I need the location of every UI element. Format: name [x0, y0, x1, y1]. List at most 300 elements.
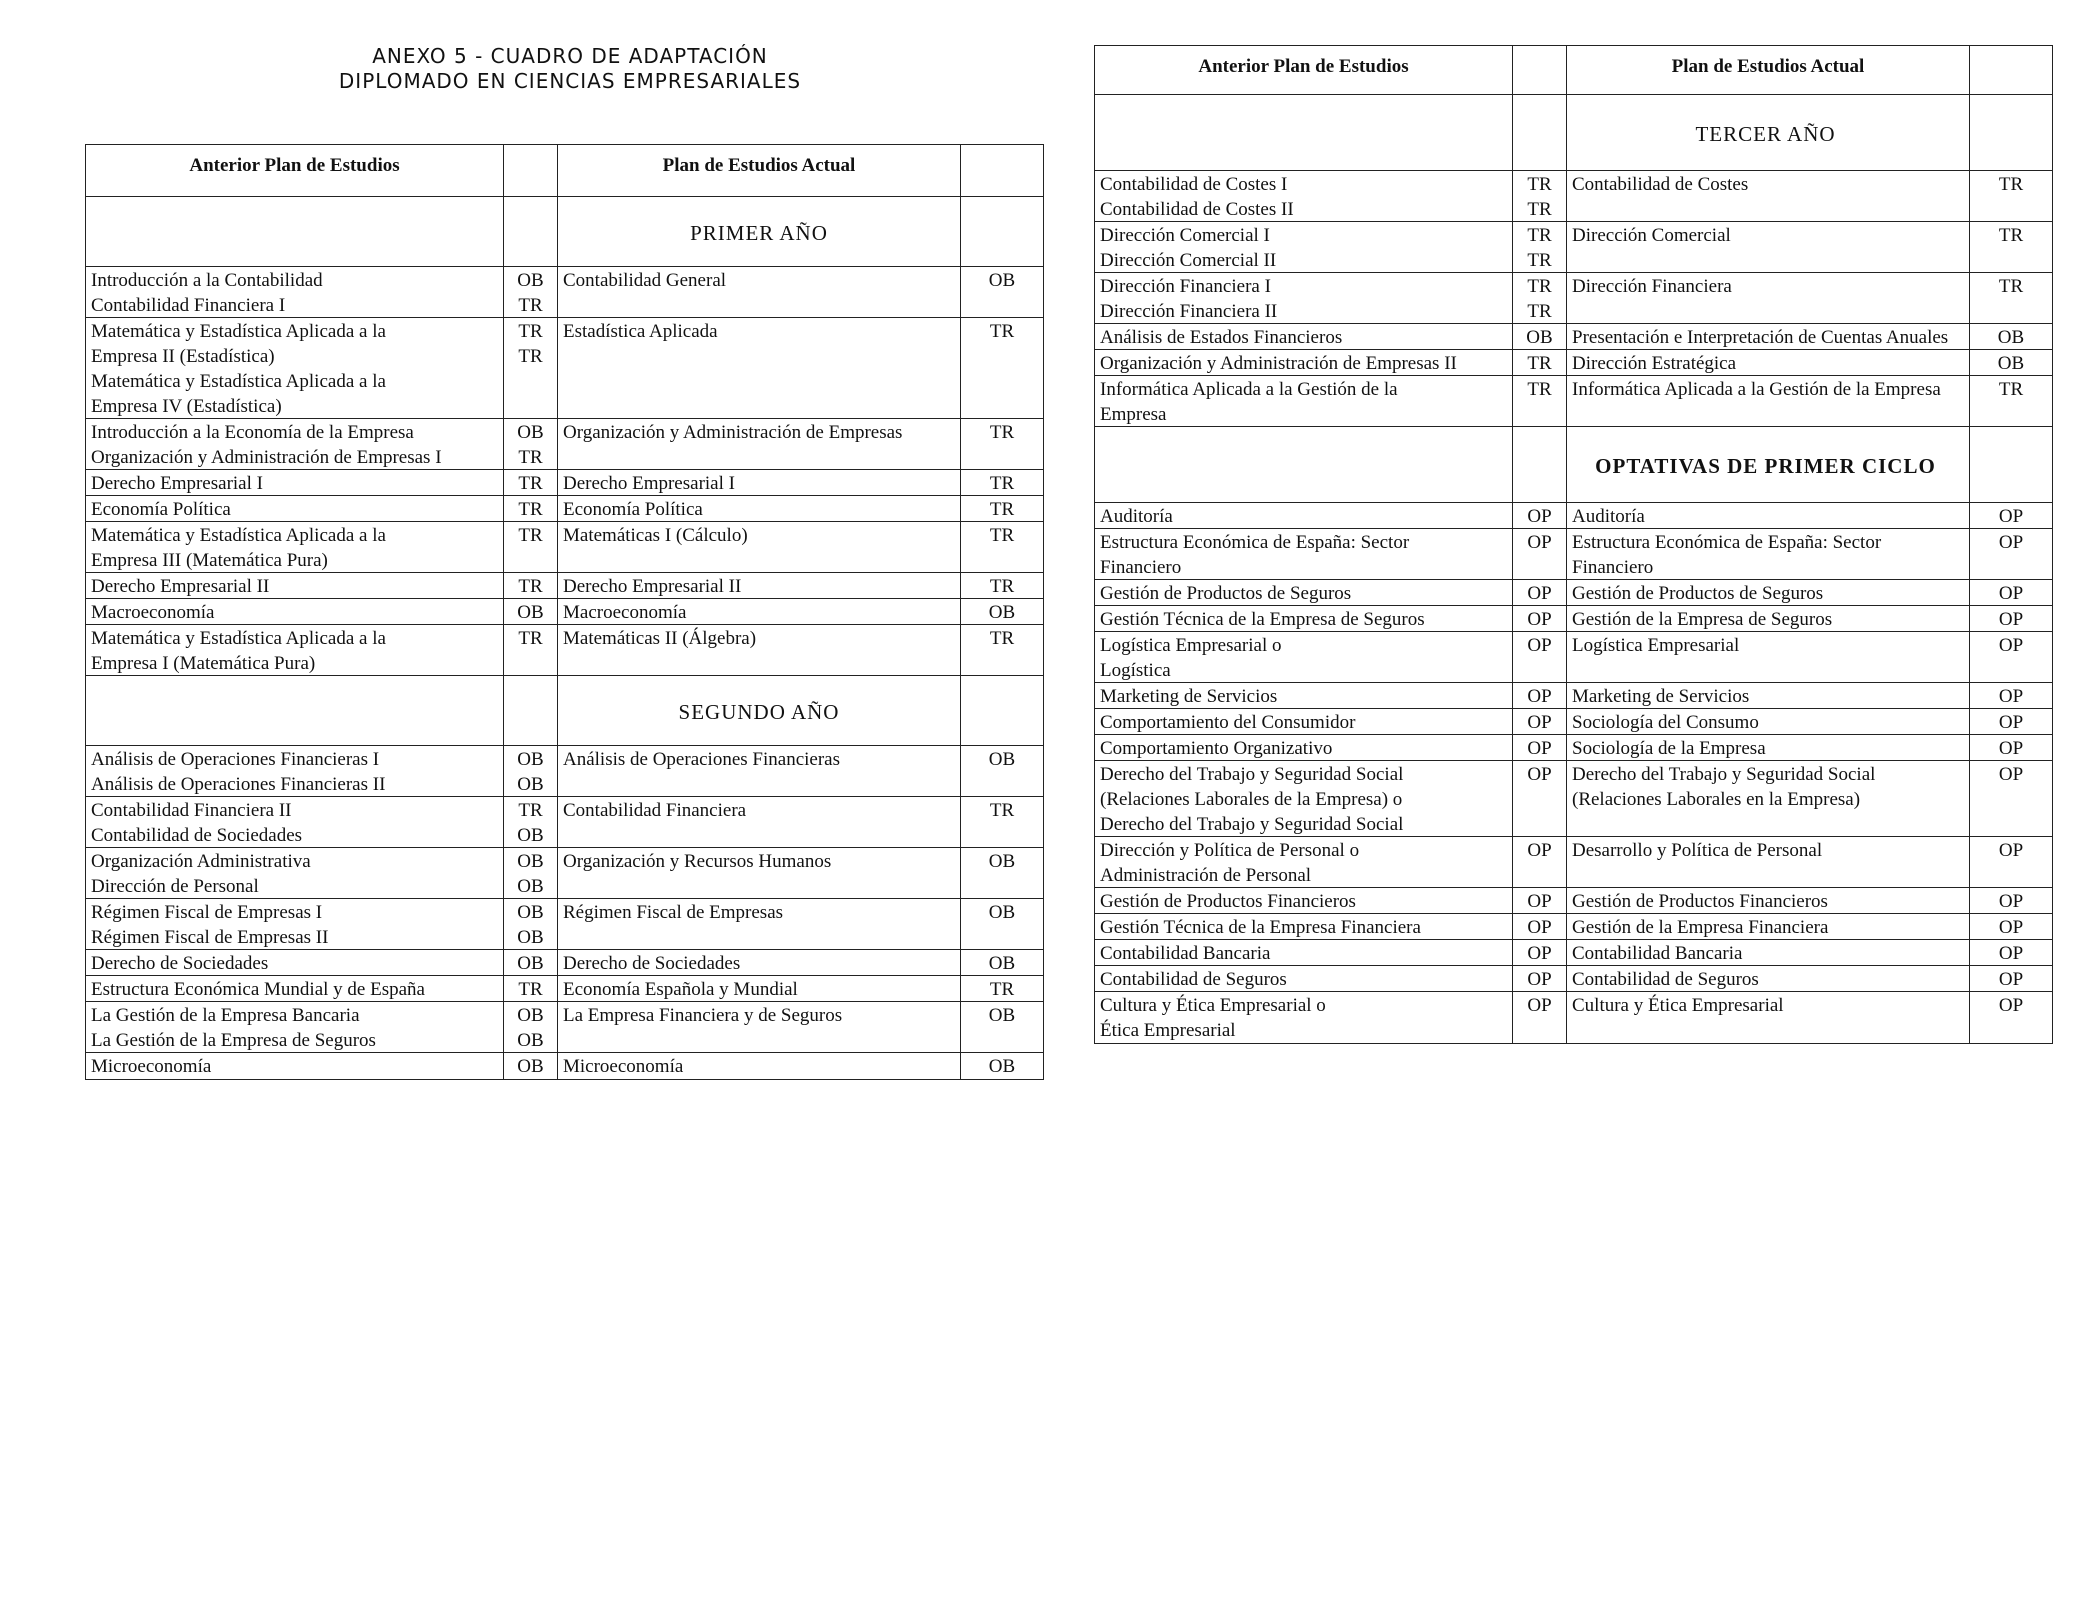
old-code-cell — [1513, 580, 1567, 605]
column-header-blank — [961, 145, 1043, 196]
cell-line: TR — [1527, 301, 1552, 322]
cell-line: Dirección Comercial II — [1100, 250, 1277, 271]
new-code-cell: OB — [988, 953, 1016, 974]
cell-line: Economía Política — [563, 499, 703, 520]
cell-line: OB — [517, 422, 544, 443]
new-subject-cell — [1567, 324, 1970, 349]
cell-line: Introducción a la Contabilidad — [91, 270, 323, 291]
cell-line: Contabilidad Financiera — [563, 800, 747, 821]
new-code-cell: TR — [989, 321, 1015, 342]
old-subject-cell — [86, 267, 504, 317]
new-code-cell: OP — [1998, 686, 2024, 707]
cell-line: Matemática y Estadística Aplicada a la — [91, 628, 386, 649]
table-row — [1095, 529, 2052, 580]
old-subject-cell — [1095, 606, 1513, 631]
table-row — [86, 470, 1043, 496]
table-row — [86, 419, 1043, 470]
column-header-row — [1095, 46, 2052, 95]
cell-line: Derecho Empresarial I — [563, 473, 735, 494]
section-blank — [1513, 427, 1567, 502]
new-code-cell: OB — [1997, 327, 2025, 348]
column-header-new-plan: Plan de Estudios Actual — [1567, 46, 1970, 94]
cell-line: Contabilidad de Costes — [1572, 174, 1749, 195]
cell-line: Marketing de Servicios — [1100, 686, 1278, 707]
old-code-cell — [504, 1002, 558, 1052]
column-header-old-plan: Anterior Plan de Estudios — [86, 145, 504, 196]
cell-line: TR — [1527, 250, 1552, 271]
cell-line: OB — [517, 927, 544, 948]
cell-line: Dirección Financiera — [1572, 276, 1732, 297]
cell-line: Financiero — [1100, 557, 1182, 578]
old-code-cell — [504, 1053, 558, 1079]
cell-line: Análisis de Operaciones Financieras II — [91, 774, 386, 795]
cell-line: Dirección y Política de Personal o — [1100, 840, 1360, 861]
new-code-cell: TR — [1998, 379, 2024, 400]
new-subject-cell — [558, 950, 961, 975]
new-subject-cell — [1567, 709, 1970, 734]
old-code-cell — [1513, 171, 1567, 221]
cell-line: Empresa I (Matemática Pura) — [91, 653, 316, 674]
new-code-cell: OP — [1998, 738, 2024, 759]
old-subject-cell — [86, 1002, 504, 1052]
old-code-cell — [1513, 914, 1567, 939]
table-row — [1095, 735, 2052, 761]
new-code-cell: OP — [1998, 609, 2024, 630]
old-code-cell — [504, 746, 558, 796]
new-subject-cell — [558, 496, 961, 521]
section-blank — [1970, 95, 2052, 170]
old-code-cell — [1513, 888, 1567, 913]
cell-line: (Relaciones Laborales de la Empresa) o — [1100, 789, 1403, 810]
old-code-cell — [1513, 273, 1567, 323]
old-code-cell — [1513, 324, 1567, 349]
cell-line: Desarrollo y Política de Personal — [1572, 840, 1823, 861]
old-code-cell — [504, 496, 558, 521]
new-code-cell: TR — [989, 422, 1015, 443]
old-code-cell — [504, 419, 558, 469]
cell-line: Ética Empresarial — [1100, 1020, 1236, 1041]
cell-line: OB — [517, 774, 544, 795]
old-subject-cell — [1095, 683, 1513, 708]
cell-line: Marketing de Servicios — [1572, 686, 1750, 707]
new-subject-cell — [558, 318, 961, 418]
cell-line: Estructura Económica de España: Sector — [1572, 532, 1882, 553]
cell-line: Régimen Fiscal de Empresas II — [91, 927, 329, 948]
cell-line: OP — [1527, 532, 1552, 553]
new-subject-cell — [558, 1002, 961, 1052]
cell-line: Logística — [1100, 660, 1171, 681]
old-code-cell — [1513, 735, 1567, 760]
old-subject-cell — [1095, 888, 1513, 913]
cell-line: Contabilidad General — [563, 270, 727, 291]
cell-line: OP — [1527, 917, 1552, 938]
cell-line: Contabilidad Financiera II — [91, 800, 292, 821]
section-blank — [1095, 427, 1513, 502]
old-subject-cell — [86, 976, 504, 1001]
cell-line: Gestión de Productos de Seguros — [1100, 583, 1352, 604]
old-code-cell — [1513, 222, 1567, 272]
old-subject-cell — [1095, 735, 1513, 760]
column-header-row — [86, 145, 1043, 197]
cell-line: Matemática y Estadística Aplicada a la — [91, 371, 386, 392]
column-header-blank — [1970, 46, 2052, 94]
cell-line: Análisis de Estados Financieros — [1100, 327, 1343, 348]
cell-line: Gestión de Productos de Seguros — [1572, 583, 1824, 604]
cell-line: Matemática y Estadística Aplicada a la — [91, 525, 386, 546]
table-row — [1095, 376, 2052, 427]
cell-line: Contabilidad Bancaria — [1100, 943, 1271, 964]
cell-line: OP — [1527, 686, 1552, 707]
new-code-cell: OP — [1998, 506, 2024, 527]
cell-line: TR — [518, 295, 543, 316]
cell-line: Derecho Empresarial I — [91, 473, 263, 494]
old-subject-cell — [1095, 273, 1513, 323]
cell-line: Comportamiento del Consumidor — [1100, 712, 1356, 733]
cell-line: OP — [1527, 583, 1552, 604]
cell-line: TR — [518, 473, 543, 494]
new-subject-cell — [558, 573, 961, 598]
section-row — [1095, 427, 2052, 503]
cell-line: OP — [1527, 943, 1552, 964]
old-subject-cell — [1095, 171, 1513, 221]
new-code-cell: OP — [1998, 969, 2024, 990]
old-subject-cell — [1095, 940, 1513, 965]
cell-line: Matemática y Estadística Aplicada a la — [91, 321, 386, 342]
old-code-cell — [1513, 632, 1567, 682]
cell-line: Organización y Recursos Humanos — [563, 851, 832, 872]
new-subject-cell — [558, 470, 961, 495]
new-code-cell: OP — [1998, 532, 2024, 553]
cell-line: (Relaciones Laborales en la Empresa) — [1572, 789, 1861, 810]
cell-line: OB — [517, 1030, 544, 1051]
cell-line: Economía Española y Mundial — [563, 979, 798, 1000]
old-subject-cell — [86, 470, 504, 495]
adaptation-table-left — [85, 144, 1044, 1080]
cell-line: Auditoría — [1100, 506, 1173, 527]
cell-line: Derecho Empresarial II — [563, 576, 742, 597]
table-row — [86, 797, 1043, 848]
table-row — [86, 1053, 1043, 1079]
cell-line: Organización y Administración de Empresas II — [1100, 353, 1457, 374]
section-blank — [86, 197, 504, 266]
new-subject-cell — [558, 419, 961, 469]
new-code-cell: OB — [988, 749, 1016, 770]
new-code-cell: TR — [1998, 174, 2024, 195]
cell-line: La Empresa Financiera y de Seguros — [563, 1005, 843, 1026]
cell-line: Contabilidad de Costes II — [1100, 199, 1294, 220]
cell-line: Microeconomía — [91, 1056, 212, 1077]
table-row — [1095, 606, 2052, 632]
cell-line: TR — [1527, 199, 1552, 220]
table-row — [86, 318, 1043, 419]
cell-line: OP — [1527, 738, 1552, 759]
new-subject-cell — [1567, 503, 1970, 528]
table-row — [86, 599, 1043, 625]
old-subject-cell — [86, 573, 504, 598]
section-title: SEGUNDO AÑO — [558, 676, 961, 745]
old-code-cell — [1513, 761, 1567, 836]
new-subject-cell — [1567, 222, 1970, 272]
cell-line: TR — [1527, 174, 1552, 195]
old-code-cell — [504, 599, 558, 624]
cell-line: OP — [1527, 995, 1552, 1016]
cell-line: Dirección Financiera II — [1100, 301, 1278, 322]
old-subject-cell — [86, 496, 504, 521]
cell-line: Informática Aplicada a la Gestión de la Empresa — [1572, 379, 1941, 400]
new-subject-cell — [1567, 837, 1970, 887]
cell-line: OB — [517, 270, 544, 291]
new-subject-cell — [1567, 914, 1970, 939]
cell-line: Análisis de Operaciones Financieras — [563, 749, 840, 770]
section-title: PRIMER AÑO — [558, 197, 961, 266]
cell-line: Derecho del Trabajo y Seguridad Social — [1572, 764, 1876, 785]
cell-line: Derecho Empresarial II — [91, 576, 270, 597]
old-subject-cell — [1095, 632, 1513, 682]
old-code-cell — [504, 318, 558, 418]
cell-line: Sociología de la Empresa — [1572, 738, 1766, 759]
new-code-cell: TR — [1998, 276, 2024, 297]
cell-line: OP — [1527, 969, 1552, 990]
table-row — [1095, 503, 2052, 529]
new-subject-cell — [558, 522, 961, 572]
old-code-cell — [1513, 683, 1567, 708]
new-subject-cell — [1567, 529, 1970, 579]
old-subject-cell — [86, 625, 504, 675]
cell-line: Empresa II (Estadística) — [91, 346, 275, 367]
cell-line: Derecho del Trabajo y Seguridad Social — [1100, 814, 1404, 835]
new-subject-cell — [1567, 940, 1970, 965]
new-code-cell: OB — [988, 270, 1016, 291]
old-code-cell — [1513, 606, 1567, 631]
new-code-cell: OB — [1997, 353, 2025, 374]
new-code-cell: TR — [989, 576, 1015, 597]
cell-line: Derecho de Sociedades — [563, 953, 741, 974]
table-row — [1095, 709, 2052, 735]
new-subject-cell — [1567, 735, 1970, 760]
old-code-cell — [1513, 966, 1567, 991]
new-subject-cell — [558, 797, 961, 847]
new-subject-cell — [1567, 683, 1970, 708]
cell-line: OP — [1527, 840, 1552, 861]
cell-line: OB — [517, 902, 544, 923]
cell-line: Contabilidad Financiera I — [91, 295, 286, 316]
cell-line: Gestión de la Empresa de Seguros — [1572, 609, 1833, 630]
cell-line: Contabilidad de Sociedades — [91, 825, 303, 846]
new-subject-cell — [1567, 966, 1970, 991]
new-subject-cell — [558, 848, 961, 898]
cell-line: Contabilidad de Costes I — [1100, 174, 1288, 195]
table-row — [1095, 683, 2052, 709]
cell-line: OB — [517, 851, 544, 872]
cell-line: Logística Empresarial — [1572, 635, 1740, 656]
new-code-cell: TR — [989, 628, 1015, 649]
cell-line: Cultura y Ética Empresarial — [1572, 995, 1784, 1016]
section-blank — [504, 197, 558, 266]
table-row — [1095, 888, 2052, 914]
new-subject-cell — [558, 625, 961, 675]
new-code-cell: OP — [1998, 995, 2024, 1016]
cell-line: Empresa — [1100, 404, 1167, 425]
section-blank — [86, 676, 504, 745]
cell-line: Gestión de Productos Financieros — [1572, 891, 1828, 912]
new-code-cell: OB — [988, 1056, 1016, 1077]
new-subject-cell — [558, 267, 961, 317]
table-row — [86, 573, 1043, 599]
column-header-blank — [504, 145, 558, 196]
new-subject-cell — [1567, 273, 1970, 323]
cell-line: Régimen Fiscal de Empresas I — [91, 902, 323, 923]
table-row — [1095, 837, 2052, 888]
cell-line: Cultura y Ética Empresarial o — [1100, 995, 1326, 1016]
old-subject-cell — [86, 797, 504, 847]
table-row — [1095, 940, 2052, 966]
old-code-cell — [1513, 503, 1567, 528]
new-subject-cell — [558, 976, 961, 1001]
cell-line: Estructura Económica de España: Sector — [1100, 532, 1410, 553]
new-code-cell: OB — [988, 602, 1016, 623]
cell-line: OP — [1527, 891, 1552, 912]
table-row — [86, 899, 1043, 950]
new-code-cell: OB — [988, 851, 1016, 872]
old-subject-cell — [86, 318, 504, 418]
old-code-cell — [504, 267, 558, 317]
new-subject-cell — [1567, 580, 1970, 605]
cell-line: OB — [517, 953, 544, 974]
cell-line: Dirección Comercial I — [1100, 225, 1270, 246]
old-subject-cell — [86, 950, 504, 975]
new-code-cell: TR — [989, 473, 1015, 494]
old-code-cell — [1513, 837, 1567, 887]
cell-line: Régimen Fiscal de Empresas — [563, 902, 784, 923]
new-code-cell: OP — [1998, 943, 2024, 964]
table-row — [1095, 761, 2052, 837]
cell-line: OB — [517, 1056, 544, 1077]
cell-line: Macroeconomía — [563, 602, 687, 623]
table-row — [1095, 171, 2052, 222]
old-code-cell — [504, 899, 558, 949]
table-row — [1095, 966, 2052, 992]
cell-line: Matemáticas I (Cálculo) — [563, 525, 748, 546]
cell-line: Presentación e Interpretación de Cuentas Anuales — [1572, 327, 1949, 348]
old-code-cell — [1513, 709, 1567, 734]
section-blank — [961, 197, 1043, 266]
cell-line: OB — [517, 825, 544, 846]
cell-line: Empresa IV (Estadística) — [91, 396, 282, 417]
cell-line: Dirección Financiera I — [1100, 276, 1271, 297]
cell-line: Estructura Económica Mundial y de España — [91, 979, 425, 1000]
cell-line: TR — [518, 346, 543, 367]
new-code-cell: OP — [1998, 583, 2024, 604]
old-code-cell — [504, 573, 558, 598]
cell-line: Administración de Personal — [1100, 865, 1312, 886]
old-subject-cell — [86, 599, 504, 624]
table-row — [1095, 222, 2052, 273]
cell-line: Logística Empresarial o — [1100, 635, 1282, 656]
cell-line: TR — [518, 979, 543, 1000]
section-row — [86, 197, 1043, 267]
cell-line: OB — [517, 1005, 544, 1026]
table-row — [86, 976, 1043, 1002]
old-subject-cell — [1095, 350, 1513, 375]
old-subject-cell — [1095, 529, 1513, 579]
cell-line: OP — [1527, 712, 1552, 733]
new-code-cell: TR — [989, 525, 1015, 546]
new-code-cell: OP — [1998, 917, 2024, 938]
cell-line: TR — [518, 800, 543, 821]
section-title: OPTATIVAS DE PRIMER CICLO — [1567, 427, 1970, 502]
cell-line: La Gestión de la Empresa de Seguros — [91, 1030, 376, 1051]
new-subject-cell — [558, 899, 961, 949]
new-code-cell: TR — [1998, 225, 2024, 246]
table-row — [1095, 992, 2052, 1043]
cell-line: Derecho de Sociedades — [91, 953, 269, 974]
table-row — [86, 746, 1043, 797]
adaptation-table-right — [1094, 45, 2053, 1044]
new-subject-cell — [1567, 888, 1970, 913]
cell-line: OP — [1527, 635, 1552, 656]
cell-line: La Gestión de la Empresa Bancaria — [91, 1005, 360, 1026]
new-subject-cell — [558, 1053, 961, 1079]
old-code-cell — [1513, 992, 1567, 1043]
table-row — [86, 267, 1043, 318]
old-subject-cell — [86, 419, 504, 469]
new-subject-cell — [1567, 350, 1970, 375]
table-row — [1095, 350, 2052, 376]
cell-line: Introducción a la Economía de la Empresa — [91, 422, 414, 443]
new-subject-cell — [1567, 171, 1970, 221]
cell-line: TR — [518, 499, 543, 520]
new-subject-cell — [558, 599, 961, 624]
cell-line: TR — [1527, 225, 1552, 246]
new-code-cell: OB — [988, 1005, 1016, 1026]
cell-line: Informática Aplicada a la Gestión de la — [1100, 379, 1398, 400]
cell-line: Gestión de la Empresa Financiera — [1572, 917, 1829, 938]
cell-line: Análisis de Operaciones Financieras I — [91, 749, 380, 770]
cell-line: Microeconomía — [563, 1056, 684, 1077]
table-row — [1095, 273, 2052, 324]
table-row — [1095, 324, 2052, 350]
cell-line: Contabilidad de Seguros — [1572, 969, 1759, 990]
cell-line: Macroeconomía — [91, 602, 215, 623]
cell-line: TR — [518, 576, 543, 597]
cell-line: OB — [1526, 327, 1553, 348]
old-code-cell — [504, 976, 558, 1001]
cell-line: Financiero — [1572, 557, 1654, 578]
old-subject-cell — [1095, 761, 1513, 836]
cell-line: TR — [518, 525, 543, 546]
section-blank — [1095, 95, 1513, 170]
old-code-cell — [504, 797, 558, 847]
old-code-cell — [504, 848, 558, 898]
cell-line: Organización y Administración de Empresas I — [91, 447, 442, 468]
cell-line: Dirección de Personal — [91, 876, 259, 897]
new-code-cell: TR — [989, 979, 1015, 1000]
cell-line: Comportamiento Organizativo — [1100, 738, 1333, 759]
cell-line: Organización Administrativa — [91, 851, 311, 872]
new-code-cell: OB — [988, 902, 1016, 923]
new-subject-cell — [1567, 761, 1970, 836]
old-code-cell — [504, 625, 558, 675]
cell-line: OB — [517, 876, 544, 897]
cell-line: TR — [1527, 379, 1552, 400]
section-row — [86, 676, 1043, 746]
table-row — [86, 496, 1043, 522]
cell-line: Matemáticas II (Álgebra) — [563, 628, 757, 649]
cell-line: Dirección Estratégica — [1572, 353, 1737, 374]
cell-line: Sociología del Consumo — [1572, 712, 1759, 733]
new-code-cell: OP — [1998, 635, 2024, 656]
table-row — [86, 625, 1043, 676]
